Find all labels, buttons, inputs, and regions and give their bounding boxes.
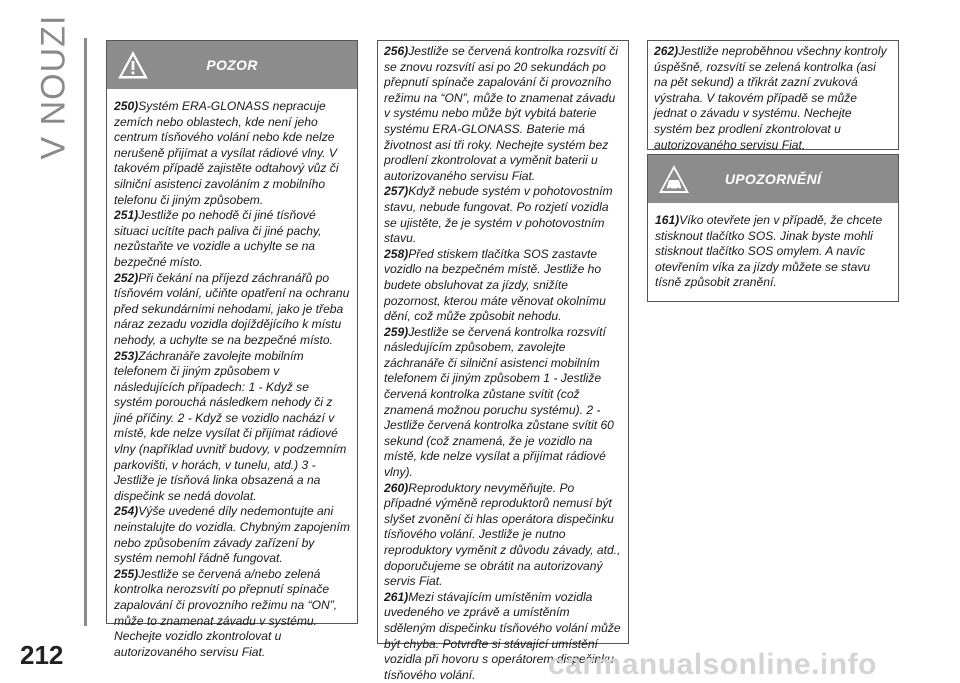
list-item: 161)Víko otevřete jen v případě, že chcete stisknout tlačítko SOS. Jinak byste mohli stisknout tlačítko SOS omylem. A navíc otevřením víka za jízdy můžete se stavu tísně způsobit zranění. (655, 213, 883, 290)
list-item: 258)Před stiskem tlačítka SOS zastavte vozidlo na bezpečném místě. Jestliže ho budete obsluhovat za jízdy, snižíte pozornost, kterou máte věnovat okolnímu dění, což může způsobit nehodu. (384, 246, 606, 324)
list-item: 256)Jestliže se červená kontrolka rozsvítí či se znovu rozsvítí asi po 20 sekundách po přepnutí spínače zapalování či provozního režimu na “ON”, může to znamenat závadu v systému nebo může být vybitá baterie systému ERA-GLONASS. Baterie má životnost asi tři roky. Nechejte systém bez prodlení zkontrolovat a vyměnit baterii u autorizovaného servisu Fiat. (384, 44, 618, 183)
caution-box (647, 154, 899, 302)
warning-banner (107, 41, 357, 89)
warning-triangle-icon (117, 49, 149, 81)
warning-box (106, 40, 358, 659)
page-number: 212 (20, 640, 64, 670)
list-item: 253)Záchranáře zavolejte mobilním telefonem či jiným způsobem v následujících případech: 1 - Když se systém porouchá následkem nehody či z jiné příčiny. 2 - Když se vozidlo nachází v místě, kde nelze vysílat či přijímat rádiové vlny (například uvnitř budovy, v podzemním parkovišti, v horách, v tunelu, atd.) 3 - Jestliže je tísňová linka obsazená a na dispečink se nedá dovolat. (114, 348, 347, 503)
list-item: 251)Jestliže po nehodě či jiné tísňové situaci ucítíte pach paliva či jiné pachy, nezůstaňte ve vozidle a uchylte se na bezpečné místo. (114, 208, 322, 269)
warning-end-text (648, 41, 898, 153)
caution-title: UPOZORNĚNÍ (724, 171, 822, 187)
list-item: 254)Výše uvedené díly nedemontujte ani neinstalujte do vozidla. Chybným zapojením nebo způsobením závady zařízení by systém nemohl řádně fungovat. (114, 504, 350, 566)
warning-text (107, 89, 357, 660)
list-item: 259)Jestliže se červená kontrolka rozsvítí následujícím způsobem, zavolejte záchranáře či silniční asistenci mobilním telefonem či jiným způsobem 1 - Jestliže červená kontrolka zůstane svítit (což znamená možnou poruchu systému). 2 - Jestliže červená kontrolka zůstane svítit 60 sekund (což znamená, že je vozidlo na místě, kde nelze vysílat a přijímat rádiové vlny). (384, 324, 614, 480)
caution-text (648, 203, 898, 291)
list-item: 262)Jestliže neproběhnou všechny kontroly úspěšně, rozsvítí se zelená kontrolka (asi na pět sekund) a třikrát zazní zvuková výstraha. V takovém případě se může jednat o závadu v systému. Nechejte systém bez prodlení zkontrolovat u autorizovaného servisu Fiat. (654, 44, 887, 152)
car-caution-icon (658, 163, 690, 195)
continued-text (378, 41, 628, 683)
list-item: 250)Systém ERA-GLONASS nepracuje zemích nebo oblastech, kde není jeho centrum tísňového volání nebo kde nelze nerušeně přijímat a vysílat rádiové vlny. V takovém případě zajistěte odtahový vůz či silniční asistenci zavoláním z mobilního telefonu či jiným způsobem. (114, 99, 339, 207)
list-item: 252)Při čekání na příjezd záchranářů po tísňovém volání, učiňte opatření na ochranu před sekundárními nehodami, jako je třeba náraz zezadu vozidla dojíždějícího k místu nehody, a uchylte se na bezpečné místo. (114, 270, 350, 347)
section-title-text: V NOUZI (34, 14, 73, 160)
vertical-rule (84, 38, 87, 626)
list-item: 261)Mezi stávajícím umístěním vozidla uvedeného ve zprávě a umístěním sděleným dispečinku tísňového volání může být chyba. Potvrďte si stávající umístění vozidla při hovoru s operátorem dispečinku tísňového volání. (384, 589, 621, 682)
watermark: carmanualsonline.info (548, 648, 877, 681)
warning-title: POZOR (206, 57, 258, 73)
section-title (22, 8, 82, 158)
warning-box-continued (377, 40, 629, 682)
list-item: 260)Reproduktory nevyměňujte. Po případné výměně reproduktorů nemusí být slyšet zvonění či hlas operátora dispečinku tísňového volání. Jestliže je nutno reproduktory vyměnit z důvodu závady, atd., doporučujeme se obrátit na autorizovaný servis Fiat. (384, 480, 621, 589)
caution-banner (648, 155, 898, 203)
warning-box-end (647, 40, 899, 150)
list-item: 255)Jestliže se červená a/nebo zelená kontrolka nerozsvítí po přepnutí spínače zapalování či provozního režimu na “ON”, může to znamenat závadu v systému. Nechejte vozidlo zkontrolovat u autorizovaného servisu Fiat. (114, 566, 338, 659)
list-item: 257)Když nebude systém v pohotovostním stavu, nebude fungovat. Po rozjetí vozidla se ujistěte, že je systém v pohotovostním stavu. (384, 184, 613, 246)
